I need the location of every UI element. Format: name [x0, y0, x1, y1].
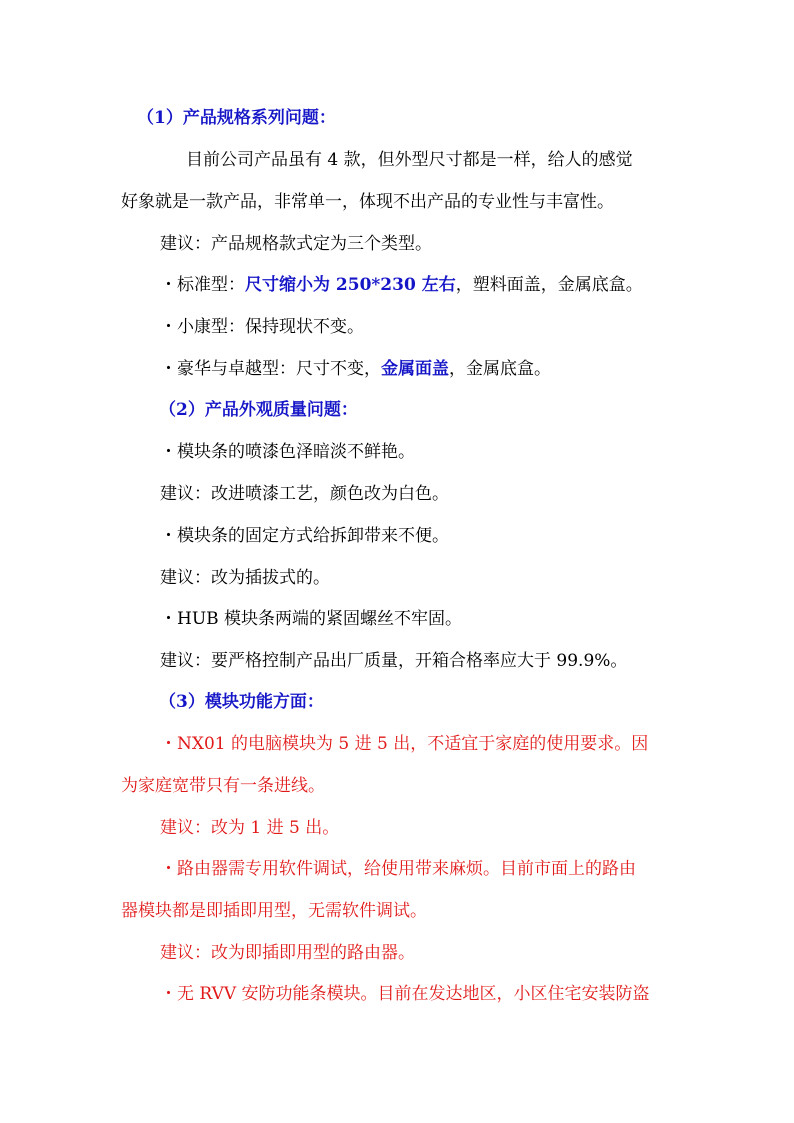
section-1-item-standard [160, 274, 643, 296]
section-2-issue-2: ・模块条的固定方式给拆卸带来不便。 [160, 526, 449, 546]
section-3-heading: （3）模块功能方面： [159, 692, 324, 712]
item-standard-suffix: ，塑料面盖，金属底盒。 [455, 275, 643, 295]
section-2-suggestion-1: 建议：改进喷漆工艺，颜色改为白色。 [160, 484, 449, 504]
section-2-issue-1: ・模块条的喷漆色泽暗淡不鲜艳。 [160, 442, 415, 462]
section-3-issue-2-line-2: 器模块都是即插即用型，无需软件调试。 [121, 901, 427, 921]
item-standard-label: ・标准型： [160, 275, 245, 295]
section-3-suggestion-1: 建议：改为 1 进 5 出。 [160, 818, 340, 838]
item-deluxe-emphasis: 金属面盖 [381, 359, 449, 379]
section-3-issue-1-line-2: 为家庭宽带只有一条进线。 [121, 776, 325, 796]
section-1-paragraph-line-2: 好象就是一款产品，非常单一，体现不出产品的专业性与丰富性。 [121, 192, 614, 212]
section-3-issue-3-line-1: ・无 RVV 安防功能条模块。目前在发达地区，小区住宅安装防盗 [160, 984, 650, 1004]
section-3-issue-2-line-1: ・路由器需专用软件调试，给使用带来麻烦。目前市面上的路由 [160, 859, 636, 879]
section-2-heading: （2）产品外观质量问题： [159, 400, 358, 420]
section-1-item-xiaokang: ・小康型：保持现状不变。 [160, 317, 364, 337]
item-standard-emphasis: 尺寸缩小为 250*230 左右 [245, 275, 456, 295]
section-1-suggestion: 建议：产品规格款式定为三个类型。 [160, 234, 432, 254]
item-deluxe-label: ・豪华与卓越型：尺寸不变， [160, 359, 381, 379]
item-deluxe-suffix: ，金属底盒。 [449, 359, 551, 379]
section-3-suggestion-2: 建议：改为即插即用型的路由器。 [160, 943, 415, 963]
section-2-issue-3: ・HUB 模块条两端的紧固螺丝不牢固。 [160, 609, 463, 629]
section-2-suggestion-3: 建议：要严格控制产品出厂质量，开箱合格率应大于 99.9%。 [160, 651, 628, 671]
section-3-issue-1-line-1: ・NX01 的电脑模块为 5 进 5 出，不适宜于家庭的使用要求。因 [160, 734, 649, 754]
section-1-heading: （1）产品规格系列问题： [137, 108, 336, 128]
section-1-paragraph-line-1: 目前公司产品虽有 4 款，但外型尺寸都是一样，给人的感觉 [186, 150, 633, 170]
section-2-suggestion-2: 建议：改为插拔式的。 [160, 568, 330, 588]
section-1-item-deluxe [160, 358, 551, 380]
